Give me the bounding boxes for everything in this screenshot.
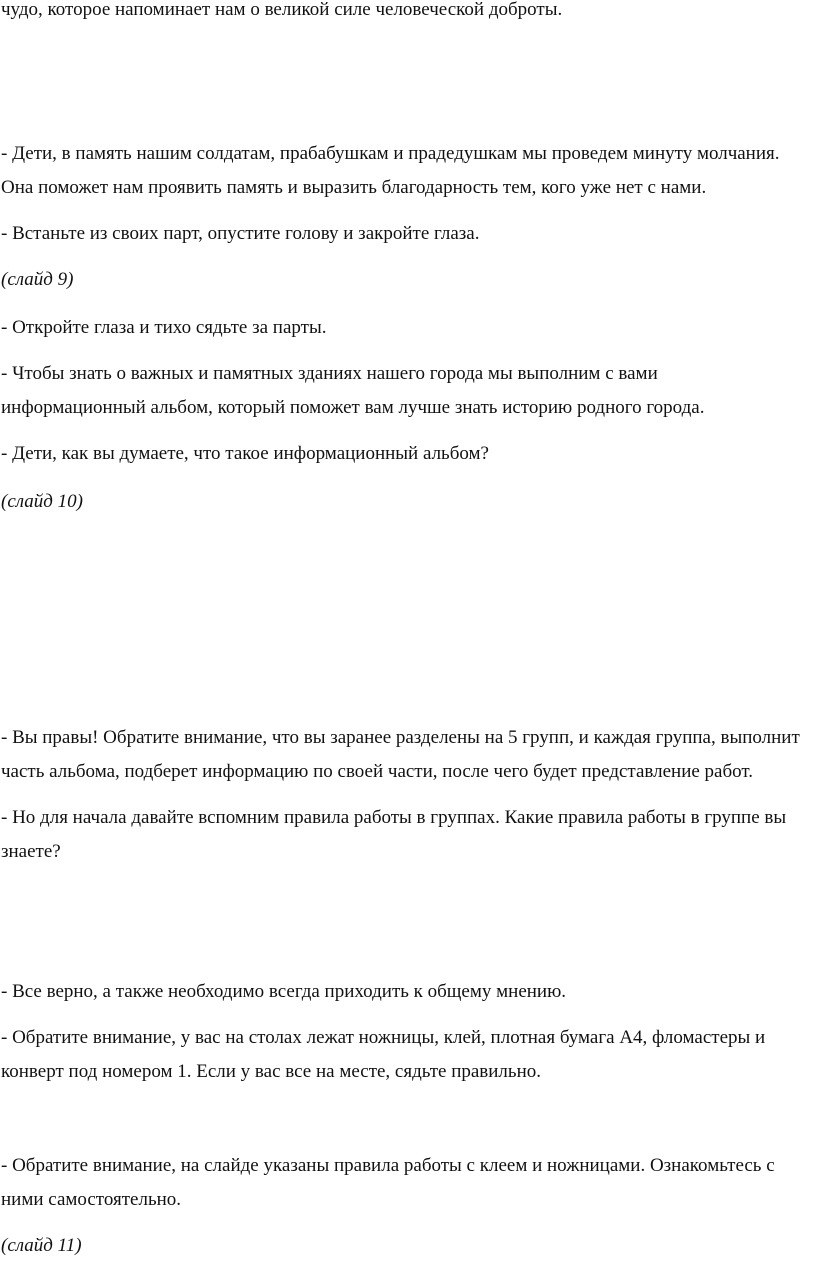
text-line: - Вы правы! Обратите внимание, что вы заранее разделены на 5 групп, и каждая группа, выполнит bbox=[1, 727, 800, 748]
text-line: - Но для начала давайте вспомним правила работы в группах. Какие правила работы в группе вы bbox=[1, 807, 787, 828]
text-line: - Обратите внимание, на слайде указаны правила работы с клеем и ножницами. Ознакомьтесь с bbox=[1, 1155, 775, 1176]
slide-reference: (слайд 11) bbox=[1, 1235, 82, 1256]
slide-reference: (слайд 9) bbox=[1, 269, 74, 290]
text-line: - Встаньте из своих парт, опустите голову и закройте глаза. bbox=[1, 223, 480, 244]
text-line: - Все верно, а также необходимо всегда приходить к общему мнению. bbox=[1, 981, 567, 1002]
text-line: знаете? bbox=[1, 841, 61, 862]
text-line: конверт под номером 1. Если у вас все на месте, сядьте правильно. bbox=[1, 1061, 541, 1082]
text-line: информационный альбом, который поможет вам лучше знать историю родного города. bbox=[1, 397, 705, 418]
text-line: - Дети, в память нашим солдатам, прабабушкам и прадедушкам мы проведем минуту молчания. bbox=[1, 143, 780, 164]
text-line: - Дети, как вы думаете, что такое информационный альбом? bbox=[1, 443, 489, 464]
text-line: - Чтобы знать о важных и памятных зданиях нашего города мы выполним с вами bbox=[1, 363, 658, 384]
text-line: часть альбома, подберет информацию по своей части, после чего будет представление работ. bbox=[1, 761, 754, 782]
slide-reference: (слайд 10) bbox=[1, 491, 83, 512]
text-line: Она поможет нам проявить память и выразить благодарность тем, кого уже нет с нами. bbox=[1, 177, 707, 198]
text-line: - Откройте глаза и тихо сядьте за парты. bbox=[1, 317, 327, 338]
text-line: - Обратите внимание, у вас на столах лежат ножницы, клей, плотная бумага А4, фломастеры и bbox=[1, 1027, 766, 1048]
text-line: ними самостоятельно. bbox=[1, 1189, 182, 1210]
text-line: чудо, которое напоминает нам о великой силе человеческой доброты. bbox=[1, 0, 563, 20]
